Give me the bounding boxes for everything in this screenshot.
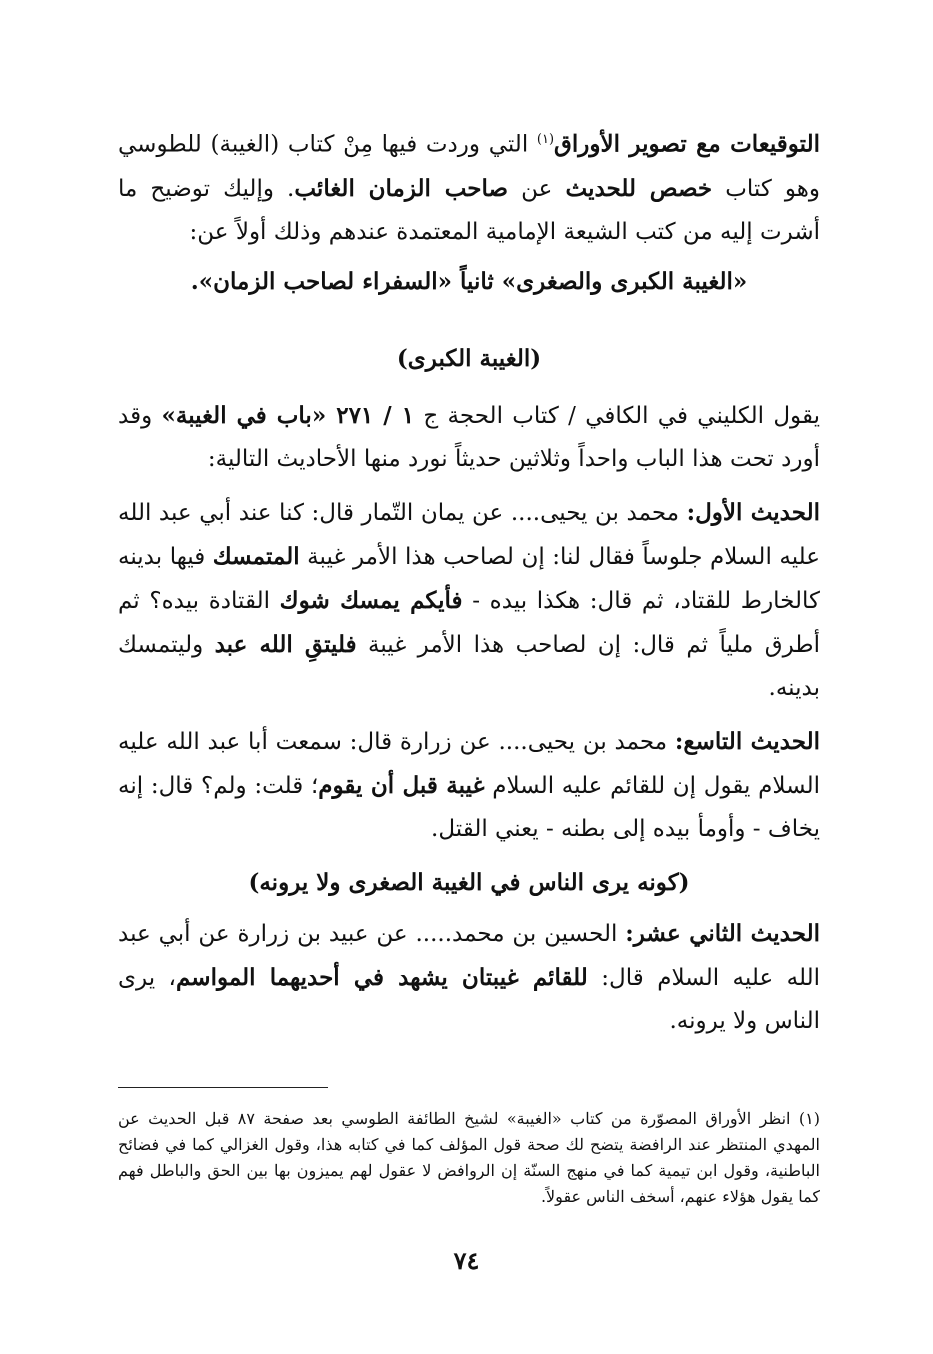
hadith-ninth-bold: غيبة قبل أن يقوم [318, 771, 485, 799]
hadith-first-bold-1: المتمسك [212, 542, 300, 570]
hadith-ninth-text-2: ؛ قلت: ولم؟ قال: إنه يخاف - وأومأ بيده إلى بطنه - يعني القتل. [118, 772, 820, 842]
intro-text-2: عن [508, 175, 566, 202]
hadith-ninth-text-1: محمد بن يحيى.... عن زرارة قال: سمعت أبا عبد الله عليه السلام يقول إن للقائم عليه السلام [118, 728, 820, 799]
section-heading-major-occultation: (الغيبة الكبرى) [396, 344, 542, 372]
intro-bold-2: خصص للحديث [565, 174, 713, 202]
page-number: ٧٤ [453, 1246, 480, 1275]
hadith-first-bold-3: فليتقِ الله عبد [214, 630, 357, 658]
footnote-text: (١) انظر الأوراق المصوّرة من كتاب «الغيبة» لشيخ الطائفة الطوسي بعد صفحة ٨٧ قبل الحديث عن المهدي المنتظر عند الرافضة يتضح لك صحة قول المؤلف كما في كتابه هذا، وقول الغزالي كما في فضائح الباطنية، وقول ابن تيمية كما في منهج السنّة إن الروافض لا عقول لهم يميزون بها بين الحق والباطل فهم كما يقول هؤلاء عنهم، أسخف الناس عقولاً. [118, 1108, 821, 1206]
page-content [118, 118, 820, 1210]
hadith-first-text-4: وليتمسك بدينه. [118, 631, 820, 701]
hadith-first-label: الحديث الأول: [686, 498, 820, 526]
footnote-divider [118, 1087, 328, 1088]
kafi-chapter-title: «باب في الغيبة» [161, 401, 337, 429]
hadith-twelfth-text-2: ، يرى الناس ولا يرونه. [118, 964, 820, 1034]
intro-paragraph [118, 118, 820, 254]
hadith-first-text-1: محمد بن يحيى.... عن يمان التّمار قال: كنا عند أبي عبد الله عليه السلام جلوساً فقال لنا: إن لصاحب هذا الأمر غيبة [118, 499, 820, 570]
intro-text-3: . وإليك توضيح ما أشرت إليه من كتب الشيعة الإمامية المعتمدة عندهم وذلك أولاً عن: [118, 175, 820, 245]
kafi-text-1: يقول الكليني في الكافي / كتاب الحجة ج [414, 402, 820, 429]
hadith-twelfth-text-1: الحسين بن محمد..... عن عبيد بن زرارة عن أبي عبد الله عليه السلام قال: [118, 920, 820, 991]
kafi-text-2: وقد أورد تحت هذا الباب واحداً وثلاثين حديثاً نورد منها الأحاديث التالية: [118, 402, 820, 472]
hadith-first-text-3: القتادة بيده؟ ثم أطرق ملياً ثم قال: إن لصاحب هذا الأمر غيبة [118, 587, 820, 658]
hadith-first [118, 491, 820, 710]
kafi-paragraph [118, 394, 820, 481]
kafi-reference: ١ / ٢٧١ [336, 401, 415, 429]
subtitle-line: «الغيبة الكبرى والصغرى» ثانياً «السفراء لصاحب الزمان». [190, 267, 748, 295]
hadith-twelfth [118, 912, 820, 1043]
hadith-twelfth-bold: للقائم غيبتان يشهد في أحديهما المواسم [175, 963, 588, 991]
hadith-ninth [118, 720, 820, 851]
section-heading-minor-occultation: (كونه يرى الناس في الغيبة الصغرى ولا يرونه) [248, 868, 690, 896]
intro-bold-phrase: التوقيعات مع تصوير الأوراق [554, 130, 820, 158]
hadith-twelfth-label: الحديث الثاني عشر: [625, 919, 820, 947]
intro-text-1: التي وردت فيها مِنْ كتاب (الغيبة) للطوسي وهو كتاب [118, 131, 820, 202]
hadith-first-text-2: فيها بدينه كالخارط للقتاد، ثم قال: هكذا بيده - [118, 543, 820, 614]
intro-bold-3: صاحب الزمان الغائب [294, 174, 509, 202]
hadith-ninth-label: الحديث التاسع: [674, 727, 820, 755]
hadith-first-bold-2: فأيكم يمسك شوك [279, 586, 463, 614]
footnote-reference[interactable]: (١) [536, 132, 555, 147]
